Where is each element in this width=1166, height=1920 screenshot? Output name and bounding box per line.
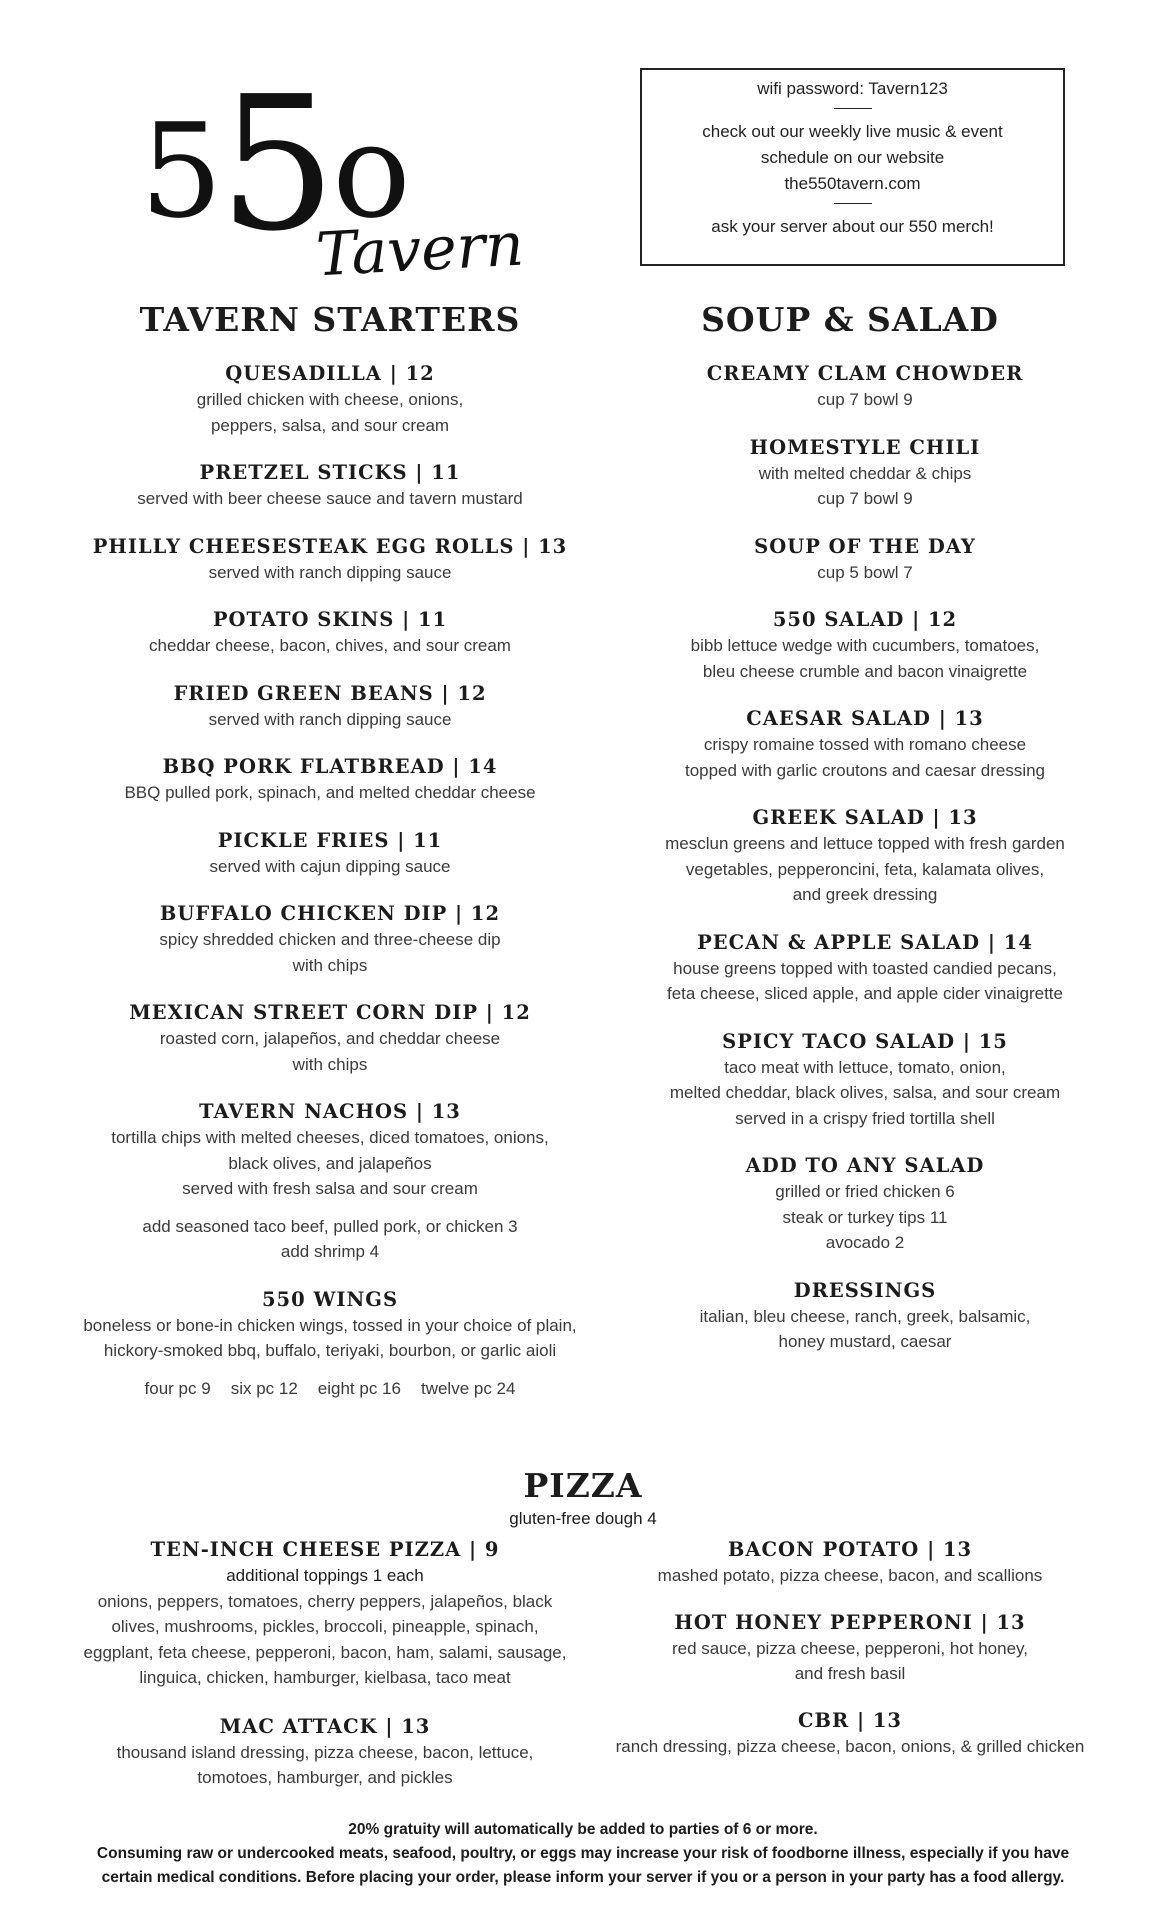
item-name: PRETZEL STICKS | 11 (199, 461, 461, 484)
item-description: onions, peppers, tomatoes, cherry peppers, jalapeños, black (97, 1591, 553, 1611)
item-name: PHILLY CHEESESTEAK EGG ROLLS | 13 (92, 534, 568, 558)
item-description: served with ranch dipping sauce (208, 562, 452, 582)
item-description: taco meat with lettuce, tomato, onion, (724, 1057, 1006, 1077)
menu-item (40, 900, 620, 978)
item-description: topped with garlic croutons and caesar dressing (684, 760, 1046, 780)
item-subnote: additional toppings 1 each (226, 1566, 424, 1585)
item-name: QUESADILLA | 12 (225, 362, 435, 385)
item-description: feta cheese, sliced apple, and apple cider vinaigrette (667, 984, 1063, 1003)
item-name: BACON POTATO | 13 (727, 1538, 973, 1561)
item-name: HOT HONEY PEPPERONI | 13 (674, 1610, 1026, 1634)
menu-item (595, 929, 1135, 1007)
allergy-note: Consuming raw or undercooked meats, seafood, poultry, or eggs may increase your risk of foodborne illness, especially if you have (96, 1845, 1070, 1862)
item-description: and fresh basil (794, 1664, 906, 1683)
tavern-logo (140, 56, 526, 291)
website-link[interactable]: the550tavern.com (784, 174, 921, 193)
item-description: tortilla chips with melted cheeses, diced tomatoes, onions, (111, 1128, 549, 1147)
item-name: ADD TO ANY SALAD (745, 1154, 985, 1177)
item-description: steak or turkey tips 11 (782, 1207, 948, 1227)
item-name: PICKLE FRIES | 11 (217, 828, 443, 852)
item-description: melted cheddar, black olives, salsa, and sour cream (669, 1083, 1061, 1102)
menu-item (40, 999, 620, 1077)
item-name: PECAN & APPLE SALAD | 14 (697, 930, 1033, 954)
logo-number: 55o (140, 56, 407, 272)
item-description: grilled chicken with cheese, onions, (196, 390, 464, 409)
item-description: spicy shredded chicken and three-cheese dip (159, 930, 501, 949)
item-description: with chips (292, 955, 368, 975)
schedule-line: schedule on our website (760, 148, 945, 167)
divider (834, 108, 872, 109)
item-description: tomotoes, hamburger, and pickles (197, 1768, 453, 1787)
logo-script: Tavern (314, 209, 526, 291)
size-price: twelve pc 24 (420, 1378, 516, 1398)
size-price: eight pc 16 (317, 1378, 401, 1398)
item-description: vegetables, pepperoncini, feta, kalamata olives, (685, 859, 1045, 879)
item-description: honey mustard, caesar (778, 1332, 952, 1351)
starters-title: TAVERN STARTERS (139, 300, 521, 339)
item-description: bibb lettuce wedge with cucumbers, tomatoes, (690, 636, 1040, 655)
menu-item (595, 804, 1135, 908)
item-name: GREEK SALAD | 13 (752, 806, 978, 829)
item-description: olives, mushrooms, pickles, broccoli, pineapple, spinach, (111, 1617, 539, 1636)
menu-item (595, 434, 1135, 512)
merch-note: ask your server about our 550 merch! (711, 217, 994, 236)
item-description: served with beer cheese sauce and tavern mustard (137, 489, 523, 508)
item-name: 550 SALAD | 12 (772, 608, 958, 631)
item-name: CAESAR SALAD | 13 (746, 707, 984, 730)
item-description: eggplant, feta cheese, pepperoni, bacon, ham, salami, sausage, (83, 1642, 567, 1662)
menu-item (590, 1609, 1110, 1687)
pizza-subtitle: gluten-free dough 4 (509, 1509, 657, 1528)
menu-item (595, 606, 1135, 684)
pizza-subtitle-wrap (383, 1506, 783, 1532)
item-description: black olives, and jalapeños (228, 1153, 432, 1173)
menu-item (40, 533, 620, 586)
item-description: served with cajun dipping sauce (209, 856, 451, 876)
item-name: MAC ATTACK | 13 (219, 1714, 431, 1738)
item-description: linguica, chicken, hamburger, kielbasa, taco meat (139, 1668, 511, 1687)
pizza-title: PIZZA (523, 1466, 643, 1505)
item-description: grilled or fried chicken 6 (775, 1182, 955, 1201)
divider (834, 203, 872, 204)
menu-item (40, 360, 620, 438)
menu-item (40, 827, 620, 880)
addon-line: add shrimp 4 (280, 1242, 380, 1261)
menu-item (590, 1707, 1110, 1760)
item-description: mashed potato, pizza cheese, bacon, and scallions (657, 1566, 1043, 1585)
wifi-password: wifi password: Tavern123 (757, 79, 948, 98)
item-name: TAVERN NACHOS | 13 (199, 1100, 461, 1123)
item-addons (40, 1214, 620, 1265)
item-description: hickory-smoked bbq, buffalo, teriyaki, bourbon, or garlic aioli (103, 1341, 557, 1360)
item-description: served with fresh salsa and sour cream (182, 1179, 478, 1198)
item-description: crispy romaine tossed with romano cheese (703, 735, 1027, 754)
item-description: ranch dressing, pizza cheese, bacon, onions, & grilled chicken (615, 1736, 1085, 1756)
item-description: avocado 2 (825, 1233, 905, 1252)
item-description: cup 7 bowl 9 (817, 489, 913, 508)
item-name: MEXICAN STREET CORN DIP | 12 (129, 1001, 531, 1024)
item-description: cup 5 bowl 7 (817, 562, 913, 582)
allergy-note: certain medical conditions. Before placing your order, please inform your server if you or a person in your party has a food allergy. (101, 1869, 1065, 1886)
menu-item (40, 459, 620, 512)
pizza-right-list (590, 1536, 1110, 1779)
menu-item (40, 1536, 610, 1691)
item-description: cheddar cheese, bacon, chives, and sour cream (149, 636, 511, 655)
gratuity-note: 20% gratuity will automatically be added to parties of 6 or more. (348, 1821, 818, 1838)
menu-item (595, 705, 1135, 783)
item-name: FRIED GREEN BEANS | 12 (173, 681, 487, 705)
schedule-line: check out our weekly live music & event (702, 122, 1003, 141)
item-description: red sauce, pizza cheese, pepperoni, hot honey, (672, 1638, 1028, 1658)
item-description: peppers, salsa, and sour cream (210, 415, 450, 435)
menu-item (595, 1277, 1135, 1355)
item-name: DRESSINGS (793, 1278, 937, 1302)
menu-item (40, 1286, 620, 1402)
item-name: CREAMY CLAM CHOWDER (706, 362, 1024, 385)
menu-item (595, 360, 1135, 413)
menu-item (595, 533, 1135, 586)
item-description: cup 7 bowl 9 (817, 390, 913, 409)
item-description: boneless or bone-in chicken wings, tossed in your choice of plain, (83, 1315, 577, 1335)
item-name: POTATO SKINS | 11 (212, 608, 448, 631)
footer-notice (60, 1818, 1106, 1890)
wing-sizes (40, 1376, 620, 1402)
size-price: four pc 9 (144, 1378, 211, 1398)
item-name: SOUP OF THE DAY (754, 534, 976, 558)
item-name: BBQ PORK FLATBREAD | 14 (162, 755, 498, 778)
soup-salad-title: SOUP & SALAD (701, 300, 999, 339)
starters-list (40, 360, 620, 1422)
item-description: roasted corn, jalapeños, and cheddar cheese (159, 1029, 501, 1048)
item-description: and greek dressing (792, 885, 938, 904)
item-description: house greens topped with toasted candied pecans, (673, 958, 1057, 978)
menu-item (40, 753, 620, 806)
menu-item (40, 680, 620, 733)
menu-item (595, 1028, 1135, 1132)
item-description: served with ranch dipping sauce (208, 709, 452, 729)
item-description: italian, bleu cheese, ranch, greek, balsamic, (699, 1306, 1031, 1326)
item-name: CBR | 13 (797, 1708, 902, 1732)
item-name: SPICY TACO SALAD | 15 (722, 1029, 1008, 1053)
item-description: BBQ pulled pork, spinach, and melted cheddar cheese (124, 783, 536, 802)
item-description: bleu cheese crumble and bacon vinaigrette (702, 661, 1028, 681)
item-name: 550 WINGS (261, 1287, 399, 1311)
item-name: BUFFALO CHICKEN DIP | 12 (159, 902, 501, 925)
menu-item (40, 606, 620, 659)
menu-item (590, 1536, 1110, 1589)
item-name: HOMESTYLE CHILI (749, 435, 981, 459)
item-description: with melted cheddar & chips (758, 463, 972, 483)
soup-salad-list (595, 360, 1135, 1376)
item-description: mesclun greens and lettuce topped with fresh garden (665, 834, 1065, 853)
info-box (640, 68, 1065, 266)
menu-item (40, 1713, 610, 1791)
menu-item (40, 1098, 620, 1265)
size-price: six pc 12 (230, 1378, 298, 1398)
item-description: with chips (292, 1054, 368, 1074)
item-name: TEN-INCH CHEESE PIZZA | 9 (150, 1538, 500, 1561)
item-description: served in a crispy fried tortilla shell (735, 1108, 995, 1128)
menu-item (595, 1152, 1135, 1256)
item-description: thousand island dressing, pizza cheese, bacon, lettuce, (116, 1742, 534, 1762)
addon-line: add seasoned taco beef, pulled pork, or chicken 3 (142, 1216, 518, 1236)
pizza-left-list (40, 1536, 610, 1813)
